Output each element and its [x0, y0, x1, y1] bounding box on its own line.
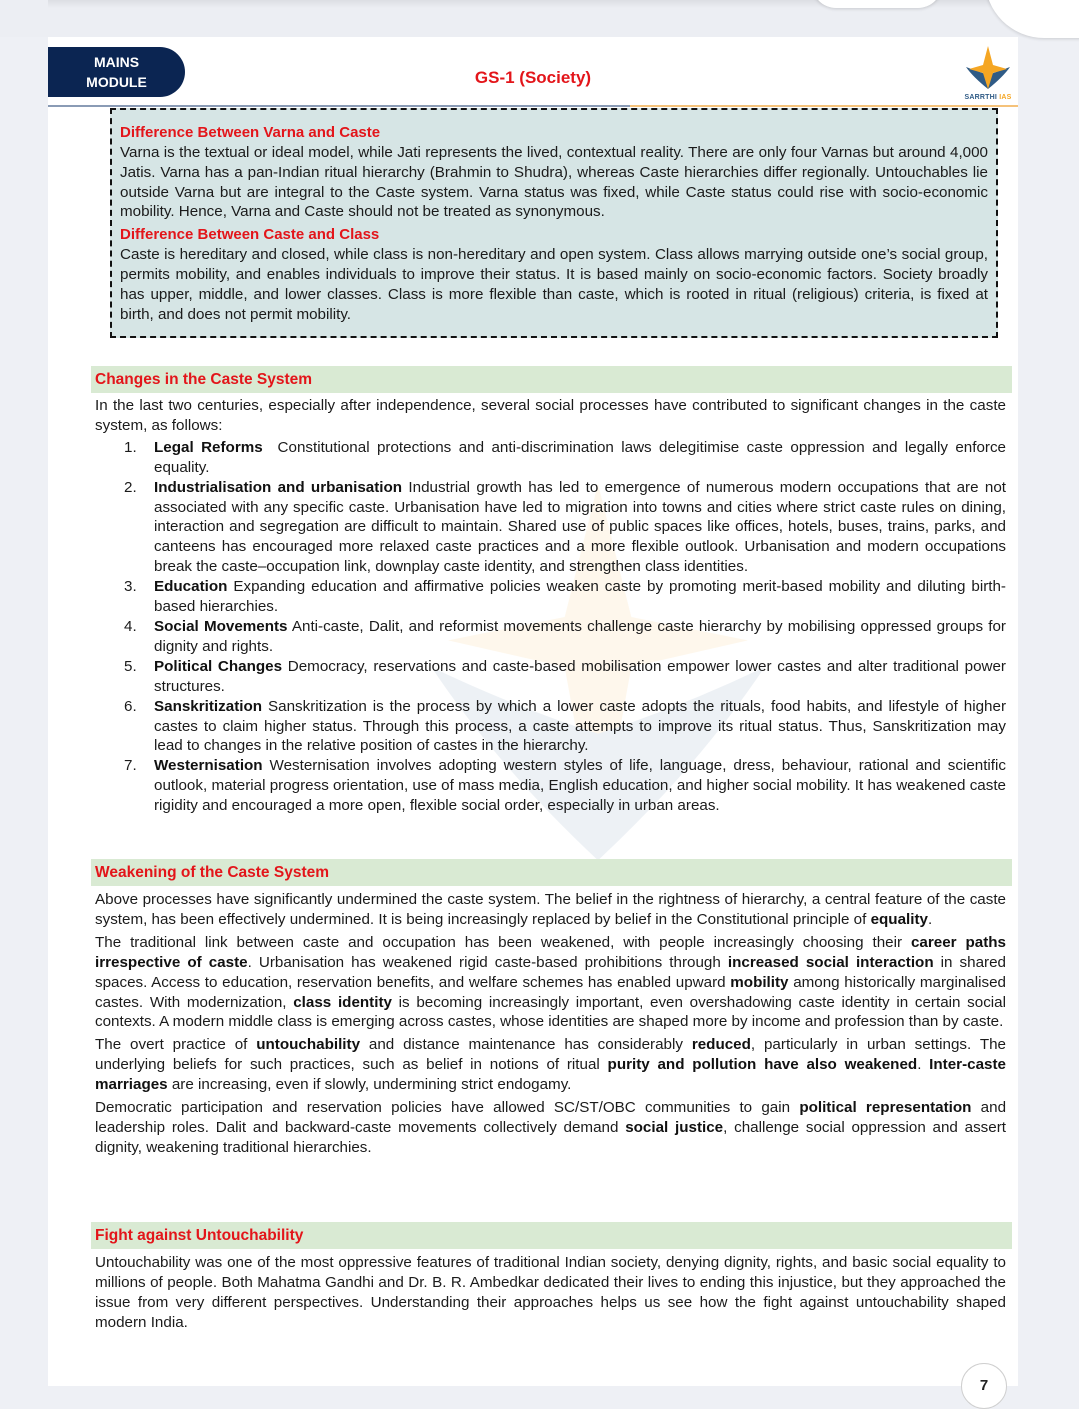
change-item	[95, 756, 1011, 816]
item-title: Social Movements	[154, 617, 288, 635]
text-run: .	[927, 910, 933, 928]
item-number: 4.	[124, 617, 137, 635]
section-body-weakening	[91, 886, 1012, 1158]
box-paragraph-varna-caste: Varna is the textual or ideal model, while Jati represents the lived, contextual reality. There are only four Varnas but around 4,000 Jatis. Varna has a pan-Indian ritual hierarchy (Brahmin to Shudra), whereas Caste hierarchies differ regionally. Untouchables lie outside Varna but are integral to the Caste system. Varna status was fixed, while Caste status could rise with socio-economic mobility. Hence, Varna and Caste should not be treated as synonymous.	[120, 144, 988, 221]
fight-paragraph: Untouchability was one of the most oppressive features of traditional Indian society, denying dignity, rights, and basic social equality to millions of people. Both Mahatma Gandhi and Dr. B. R. Ambedkar dedicated their lives to ending this injustice, but they approached the issue from very different perspectives. Understanding their approaches helps us see how the fight against untouchability shaped modern India.	[95, 1254, 1006, 1331]
section-heading-changes: Changes in the Caste System	[91, 366, 1012, 393]
section-heading-fight: Fight against Untouchability	[91, 1222, 1012, 1249]
emphasis-text: social justice	[625, 1118, 724, 1136]
text-run: and distance maintenance has considerably	[360, 1036, 692, 1054]
item-number: 6.	[124, 697, 137, 715]
item-text: Westernisation involves adopting western styles of life, language, dress, behaviour, rational and scientific outlook, material progress orientation, use of mass media, English education, and higher social mobility. It has weakened caste rigidity and encouraged a more open, flexible social order, especially in urban areas.	[154, 757, 1011, 815]
page-header	[48, 37, 1018, 105]
item-text: Industrial growth has led to emergence of numerous modern occupations that are not associated with any specific caste. Urbanisation have led to migration into towns and cities where strict caste rules on dining, interaction and segregation are difficult to maintain. Shared use of public spaces like offices, hotels, buses, trains, parks, and canteens has encouraged more relaxed caste practices and a more flexible outlook. Urbanisation and modern occupations break the caste–occupation link, downplay caste identity, and strengthen class identities.	[154, 478, 1011, 576]
sarrthi-logo	[960, 45, 1016, 101]
item-title: Legal Reforms	[154, 438, 263, 456]
section-weakening	[91, 859, 1012, 1161]
document-page	[48, 37, 1018, 1394]
text-run: Democratic participation and reservation policies have allowed SC/ST/OBC communities to gain	[95, 1099, 800, 1117]
emphasis-text: increased social interaction	[727, 953, 934, 971]
text-run: .	[917, 1056, 930, 1074]
item-title: Westernisation	[154, 757, 263, 775]
text-run: among historically marginalised castes. With modernization,	[95, 973, 1006, 1011]
change-item	[95, 617, 1011, 657]
emphasis-text: class identity	[293, 993, 392, 1011]
change-item	[95, 438, 1011, 478]
changes-intro: In the last two centuries, especially after independence, several social processes have contributed to significant changes in the caste system, as follows:	[95, 397, 1006, 434]
text-run: The traditional link between caste and occupation has been weakened, with people increasingly choosing their	[95, 933, 911, 951]
emphasis-text: career paths irrespective of caste	[95, 933, 1006, 971]
text-run: The overt practice of	[95, 1036, 257, 1054]
weakening-paragraph-3	[95, 1035, 1006, 1095]
change-item	[95, 577, 1006, 617]
item-title: Political Changes	[154, 657, 283, 675]
box-heading-varna-caste: Difference Between Varna and Caste	[120, 124, 381, 141]
box-paragraph-caste-class: Caste is hereditary and closed, while class is non-hereditary and open system. Class allows marrying outside one’s social group, permits mobility, and enables individuals to improve their status. It is based mainly on socio-economic factors. Society broadly has upper, middle, and lower classes. Class is more flexible than caste, which is rooted in ritual (religious) criteria, is fixed at birth, and does not permit mobility.	[120, 246, 988, 323]
text-run: and leadership roles. Dalit and backward-caste movements collectively demand	[95, 1099, 1007, 1136]
viewer-control-button[interactable]	[812, 0, 942, 8]
item-text: Sanskritization is the process by which a lower caste adopts the rituals, food habits, and lifestyle of higher castes to claim higher status. Through this process, a caste attempts to improve its ritual status. Thus, Sanskritization may lead to changes in the relative position of castes in the hierarchy.	[154, 697, 1011, 755]
weakening-paragraph-2	[95, 933, 1006, 1033]
item-text: Democracy, reservations and caste-based mobilisation empower lower castes and alter traditional power structures.	[154, 657, 1011, 695]
item-number: 2.	[124, 478, 137, 496]
item-number: 1.	[124, 438, 137, 456]
section-fight	[91, 1222, 1012, 1336]
item-title: Education	[154, 578, 228, 596]
item-title: Sanskritization	[154, 697, 263, 715]
weakening-paragraph-4	[95, 1098, 1006, 1158]
item-text: Expanding education and affirmative policies weaken caste by promoting merit-based mobility and diluting birth-based hierarchies.	[154, 578, 1006, 616]
weakening-paragraph-1	[95, 890, 1006, 930]
emphasis-text: equality	[870, 910, 928, 928]
text-run: Above processes have significantly undermined the caste system. The belief in the rightness of hierarchy, a central feature of the caste system, has been effectively undermined. It is being increasingly replaced by belief in the Constitutional principle of	[95, 891, 1006, 928]
section-body-changes	[91, 393, 1012, 816]
page-number-button[interactable]: 7	[961, 1363, 1007, 1409]
section-heading-weakening: Weakening of the Caste System	[91, 859, 1012, 886]
text-run: in shared spaces. Access to education, reservation benefits, and welfare schemes has enabled upward	[95, 953, 1006, 991]
page-title: GS-1 (Society)	[474, 68, 592, 87]
emphasis-text: mobility	[730, 973, 789, 991]
changes-list	[95, 438, 1011, 816]
item-number: 3.	[124, 578, 137, 596]
emphasis-text: Inter-caste marriages	[95, 1056, 1006, 1094]
section-changes	[91, 366, 1012, 816]
emphasis-text: political representation	[799, 1099, 972, 1117]
section-body-fight	[91, 1249, 1012, 1333]
item-text: Anti-caste, Dalit, and reformist movements challenge caste hierarchy by mobilising oppressed groups for dignity and rights.	[154, 617, 1011, 655]
item-title: Industrialisation and urbanisation	[154, 478, 403, 496]
star-lotus-icon	[963, 45, 1013, 91]
change-item	[95, 657, 1011, 697]
emphasis-text: reduced	[691, 1036, 751, 1054]
change-item	[95, 697, 1011, 757]
box-heading-caste-class: Difference Between Caste and Class	[120, 226, 380, 244]
emphasis-text: untouchability	[256, 1036, 361, 1054]
text-run: . Urbanisation has weakened rigid caste-based prohibitions through	[247, 953, 728, 971]
header-divider	[48, 105, 1018, 107]
change-item	[95, 478, 1011, 578]
text-run: are increasing, even if slowly, undermining strict endogamy.	[167, 1076, 572, 1094]
badge-line-1: MAINS	[93, 54, 140, 70]
logo-text: SARRTHI IAS	[964, 94, 1012, 101]
text-run: , particularly in urban settings. The underlying beliefs for such practices, such as belief in notions of ritual	[95, 1036, 1006, 1074]
item-number: 7.	[124, 757, 137, 775]
badge-line-2: MODULE	[86, 74, 147, 90]
emphasis-text: purity and pollution have also weakened	[607, 1056, 918, 1074]
item-text: Constitutional protections and anti-discrimination laws delegitimise caste oppression and legally enforce equality.	[154, 438, 1011, 476]
text-run: is becoming increasingly important, even overshadowing caste identity in certain social contexts. A modern middle class is emerging across castes, whose identities are shaped more by income and profession than by caste.	[95, 993, 1006, 1031]
difference-box	[110, 108, 998, 338]
text-run: , challenge social oppression and assert dignity, weakening traditional hierarchies.	[95, 1118, 1006, 1156]
item-number: 5.	[124, 657, 137, 675]
